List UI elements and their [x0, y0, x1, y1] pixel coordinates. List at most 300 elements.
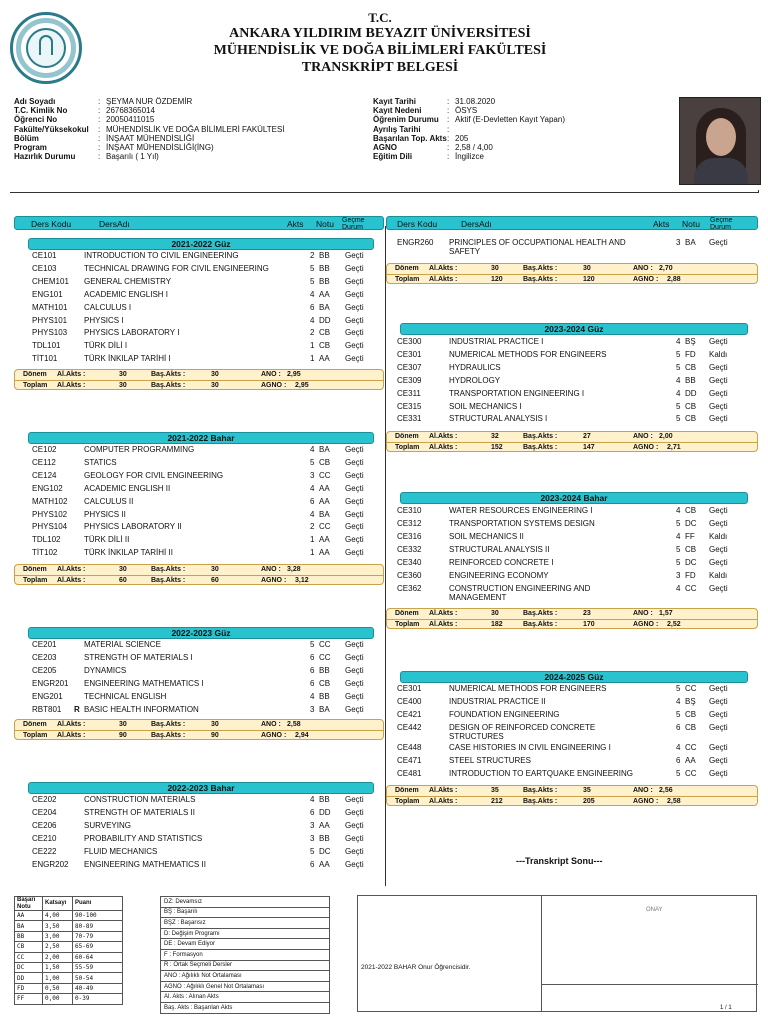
course-grade: FD — [685, 349, 696, 359]
grade-table-row — [15, 973, 123, 983]
course-name: TÜRK İNKILAP TARİHİ I — [84, 354, 171, 364]
course-code: TİT102 — [32, 548, 58, 558]
course-name: CALCULUS II — [84, 496, 134, 506]
course-akts: 1 — [310, 535, 315, 545]
course-code: CE331 — [397, 414, 422, 424]
summary-al-total: 90 — [119, 732, 127, 739]
info-label: Öğrenci No — [14, 115, 58, 125]
summary-ano-value: 2,00 — [659, 433, 673, 440]
course-code: CE311 — [397, 388, 421, 398]
course-row — [14, 470, 384, 483]
course-status: Geçti — [345, 315, 364, 325]
course-name: REINFORCED CONCRETE I — [449, 558, 554, 567]
course-code: CE201 — [32, 640, 57, 649]
course-name: CONSTRUCTION ENGINEERING AND MANAGEMENT — [449, 584, 591, 602]
summary-bas-label: Baş.Akts : — [151, 732, 186, 739]
summary-bas-label: Baş.Akts : — [151, 566, 186, 573]
course-akts: 6 — [310, 496, 315, 506]
course-code: MATH102 — [32, 496, 68, 506]
course-row — [386, 518, 758, 531]
course-code: TİT101 — [32, 354, 58, 364]
course-akts: 5 — [310, 640, 315, 649]
abbreviation-text: Baş. Akts : Başarılan Akts — [161, 1002, 330, 1013]
course-grade: CC — [319, 522, 331, 532]
course-grade: CC — [685, 769, 697, 778]
course-status: Geçti — [709, 337, 728, 346]
summary-bas-value: 30 — [211, 371, 219, 378]
info-colon: : — [98, 106, 101, 116]
course-status: Geçti — [345, 496, 364, 506]
info-value: 26768365014 — [106, 106, 155, 116]
summary-ano-label: ANO : — [633, 265, 653, 272]
course-row — [14, 807, 384, 820]
course-name: TÜRK DİLİ II — [84, 535, 130, 545]
summary-donem-row — [387, 786, 757, 796]
abbreviation-text: BŞ : Başarılı — [161, 907, 330, 918]
course-row — [386, 583, 758, 603]
course-status: Geçti — [345, 445, 364, 454]
course-row — [14, 340, 384, 353]
course-akts: 4 — [676, 584, 681, 593]
info-separator — [10, 192, 758, 193]
summary-bas-total: 205 — [583, 798, 595, 805]
course-code: PHYS104 — [32, 522, 68, 532]
course-row — [14, 444, 384, 457]
course-name: CASE HISTORIES IN CIVIL ENGINEERING I — [449, 743, 611, 752]
grade-table-cell: 70-79 — [73, 931, 123, 941]
course-akts: 6 — [676, 756, 681, 765]
abbreviation-text: DZ: Devamsız — [161, 897, 330, 908]
course-name: STEEL STRUCTURES — [449, 756, 531, 765]
course-name: PRINCIPLES OF OCCUPATIONAL HEALTH AND SAFETY — [449, 238, 626, 256]
summary-bas-label: Baş.Akts : — [523, 798, 558, 805]
grade-table-cell: BA — [15, 921, 43, 931]
col-status-label-2: Durum — [710, 224, 732, 231]
grade-table-cell: 2,50 — [43, 942, 73, 952]
semester-summary — [386, 431, 758, 452]
grade-table-cell: BB — [15, 931, 43, 941]
course-status: Geçti — [709, 769, 728, 778]
course-code: RBT801 — [32, 704, 62, 714]
summary-toplam-label: Toplam — [395, 276, 420, 283]
summary-al-value: 35 — [491, 787, 499, 794]
course-name: ACADEMIC ENGLISH II — [84, 483, 171, 493]
course-grade: CB — [685, 506, 697, 515]
course-status: Geçti — [709, 362, 728, 372]
course-name: CONSTRUCTION MATERIALS — [84, 795, 196, 804]
info-value: 31.08.2020 — [455, 97, 496, 106]
course-row — [14, 353, 384, 366]
summary-al-total: 120 — [491, 276, 503, 283]
summary-bas-label: Baş.Akts : — [523, 444, 558, 451]
course-name: TÜRK İNKILAP TARİHİ II — [84, 548, 173, 558]
course-row — [14, 678, 384, 691]
summary-bas-label: Baş.Akts : — [523, 610, 558, 617]
course-grade: CB — [319, 341, 331, 351]
course-name: STATICS — [84, 457, 117, 467]
course-code: CE471 — [397, 756, 422, 765]
summary-al-label: Al.Akts : — [429, 433, 458, 440]
abbreviation-text: D: Değişim Programı — [161, 928, 330, 939]
course-akts: 4 — [676, 532, 681, 541]
summary-ano-value: 2,95 — [287, 371, 301, 378]
course-row — [386, 349, 758, 362]
summary-donem-row — [15, 565, 383, 575]
grade-table-row — [15, 942, 123, 952]
abbreviation-text: Al. Akts : Alınan Akts — [161, 992, 330, 1003]
abbreviation-row — [161, 992, 330, 1003]
summary-bas-value: 30 — [211, 566, 219, 573]
grade-table-cell: 0,00 — [43, 994, 73, 1004]
summary-al-label: Al.Akts : — [429, 265, 458, 272]
summary-agno-value: 2,88 — [667, 276, 681, 283]
course-grade: BA — [319, 704, 330, 714]
course-grade: CB — [319, 328, 331, 338]
semester-title: 2023-2024 Bahar — [400, 492, 748, 504]
course-status: Geçti — [709, 545, 728, 554]
course-akts: 4 — [676, 743, 681, 752]
course-code: CE442 — [397, 723, 422, 732]
summary-al-value: 30 — [119, 371, 127, 378]
summary-agno-label: AGNO : — [261, 577, 287, 584]
course-status: Geçti — [709, 388, 728, 398]
course-name: PHYSICS I — [84, 315, 124, 325]
course-code: PHYS101 — [32, 315, 68, 325]
summary-agno-label: AGNO : — [633, 621, 659, 628]
course-name: INDUSTRIAL PRACTICE II — [449, 697, 546, 706]
course-name: TÜRK DİLİ I — [84, 341, 128, 351]
summary-toplam-label: Toplam — [395, 798, 420, 805]
info-value: 20050411015 — [106, 115, 155, 125]
course-code: ENG101 — [32, 289, 63, 299]
course-grade: CB — [319, 457, 331, 467]
course-name: TECHNICAL ENGLISH — [84, 691, 167, 701]
semester-title: 2021-2022 Güz — [28, 238, 374, 250]
course-row — [386, 557, 758, 570]
course-grade: BA — [685, 238, 696, 247]
summary-bas-total: 90 — [211, 732, 219, 739]
info-label: Öğrenim Durumu — [373, 115, 439, 125]
header-faculty: MÜHENDİSLİK VE DOĞA BİLİMLERİ FAKÜLTESİ — [213, 43, 547, 58]
summary-al-label: Al.Akts : — [429, 444, 458, 451]
course-status: Geçti — [345, 795, 364, 804]
info-label: Başarılan Top. Akts — [373, 133, 447, 143]
grade-table-cell: 65-69 — [73, 942, 123, 952]
summary-al-label: Al.Akts : — [429, 787, 458, 794]
course-grade: CB — [685, 362, 697, 372]
course-grade: AA — [319, 483, 330, 493]
abbreviation-row — [161, 971, 330, 982]
course-name: DESIGN OF REINFORCED CONCRETE STRUCTURES — [449, 723, 596, 741]
summary-agno-value: 3,12 — [295, 577, 309, 584]
course-name: INTRODUCTION TO EARTQUAKE ENGINEERING — [449, 769, 634, 778]
course-row — [14, 327, 384, 340]
course-akts: 2 — [310, 251, 315, 260]
course-grade: AA — [319, 548, 330, 558]
course-status: Geçti — [709, 238, 728, 247]
semester-title: 2024-2025 Güz — [400, 671, 748, 683]
summary-donem-label: Dönem — [23, 371, 47, 378]
summary-bas-label: Baş.Akts : — [523, 276, 558, 283]
course-status: Geçti — [345, 548, 364, 558]
course-row — [14, 547, 384, 560]
course-row — [386, 722, 758, 742]
course-row — [14, 483, 384, 496]
abbreviation-row — [161, 981, 330, 992]
summary-bas-total: 60 — [211, 577, 219, 584]
course-name: SURVEYING — [84, 820, 131, 830]
abbreviation-text: DE : Devam Ediyor — [161, 939, 330, 950]
grade-table-cell: 80-89 — [73, 921, 123, 931]
summary-donem-row — [15, 720, 383, 730]
grade-table-row — [15, 931, 123, 941]
course-grade: BA — [319, 509, 330, 519]
course-grade: BŞ — [685, 697, 696, 706]
course-grade: AA — [319, 859, 330, 869]
course-grade: BB — [319, 795, 330, 804]
course-status: Geçti — [345, 483, 364, 493]
photo-face — [706, 118, 736, 156]
course-grade: DC — [319, 846, 331, 856]
summary-ano-label: ANO : — [633, 787, 653, 794]
col-status-label-2: Durum — [342, 224, 364, 231]
summary-donem-label: Dönem — [23, 721, 47, 728]
summary-al-value: 30 — [491, 610, 499, 617]
course-code: CE205 — [32, 665, 57, 675]
summary-toplam-row — [15, 575, 383, 585]
grade-table-cell: CC — [15, 952, 43, 962]
summary-ano-value: 2,56 — [659, 787, 673, 794]
summary-bas-label: Baş.Akts : — [151, 371, 186, 378]
course-code: CE124 — [32, 470, 57, 480]
info-value: İNŞAAT MÜHENDİSLİĞİ — [106, 133, 195, 143]
course-grade: FF — [685, 532, 695, 541]
course-grade: BA — [319, 445, 330, 454]
summary-toplam-label: Toplam — [23, 577, 48, 584]
course-code: CE206 — [32, 820, 57, 830]
university-logo — [10, 12, 82, 84]
course-status: Geçti — [345, 509, 364, 519]
course-akts: 6 — [310, 807, 315, 817]
course-status: Geçti — [345, 704, 364, 714]
grade-table-header: Puanı — [73, 897, 123, 911]
info-value: Başarılı ( 1 Yıl) — [106, 152, 159, 162]
course-name: BASIC HEALTH INFORMATION — [84, 704, 199, 714]
course-code: CE309 — [397, 375, 422, 385]
summary-al-total: 212 — [491, 798, 503, 805]
course-code: CE421 — [397, 710, 422, 719]
course-code: CE332 — [397, 545, 422, 554]
course-akts: 6 — [676, 723, 681, 732]
grade-table-cell: CB — [15, 942, 43, 952]
course-grade: BB — [319, 276, 330, 286]
course-grade: DD — [685, 388, 697, 398]
info-colon: : — [447, 97, 450, 106]
course-akts: 4 — [310, 315, 315, 325]
course-code: CE362 — [397, 584, 422, 593]
course-code: TDL101 — [32, 341, 61, 351]
course-status: Geçti — [345, 457, 364, 467]
course-code: PHYS102 — [32, 509, 68, 519]
course-row — [386, 237, 758, 257]
summary-donem-label: Dönem — [395, 610, 419, 617]
course-code: CE481 — [397, 769, 422, 778]
abbreviation-text: F : Formasyon — [161, 949, 330, 960]
course-akts: 5 — [676, 362, 681, 372]
course-akts: 3 — [676, 571, 681, 580]
course-status: Geçti — [709, 756, 728, 765]
course-status: Geçti — [345, 328, 364, 338]
summary-bas-total: 147 — [583, 444, 595, 451]
summary-ano-value: 2,58 — [287, 721, 301, 728]
course-grade: DC — [685, 519, 697, 528]
semester-summary — [386, 263, 758, 284]
abbreviation-row — [161, 897, 330, 908]
grade-table-header: Başarı Notu — [15, 897, 43, 911]
student-photo — [679, 97, 761, 185]
grade-table-row — [15, 911, 123, 921]
course-status: Kaldı — [709, 532, 728, 541]
info-value: ÖSYS — [455, 106, 478, 116]
course-name: NUMERICAL METHODS FOR ENGINEERS — [449, 684, 607, 693]
col-name-label: DersAdı — [99, 219, 130, 229]
course-grade: CB — [685, 414, 697, 424]
grade-table-cell: 2,00 — [43, 952, 73, 962]
info-label: Kayıt Nedeni — [373, 106, 422, 116]
course-grade: DD — [319, 315, 331, 325]
abbreviation-row — [161, 918, 330, 929]
course-grade: DC — [685, 558, 697, 567]
course-grade: CC — [319, 640, 331, 649]
course-akts: 1 — [310, 354, 315, 364]
course-name: HYDRAULICS — [449, 362, 501, 372]
grade-table-header: Katsayı — [43, 897, 73, 911]
summary-al-label: Al.Akts : — [57, 732, 86, 739]
course-row — [386, 570, 758, 583]
grade-table-cell: 0,50 — [43, 983, 73, 993]
course-row — [14, 457, 384, 470]
course-name: ENGINEERING ECONOMY — [449, 571, 549, 580]
grade-table-cell: FD — [15, 983, 43, 993]
summary-ano-label: ANO : — [633, 610, 653, 617]
course-status: Geçti — [345, 652, 364, 662]
course-row — [14, 315, 384, 328]
summary-al-value: 32 — [491, 433, 499, 440]
course-status: Geçti — [345, 522, 364, 532]
course-akts: 5 — [676, 684, 681, 693]
course-grade: BB — [319, 691, 330, 701]
semester-title: 2021-2022 Bahar — [28, 432, 374, 444]
course-name: INDUSTRIAL PRACTICE I — [449, 337, 544, 346]
course-row — [14, 665, 384, 678]
summary-al-label: Al.Akts : — [429, 621, 458, 628]
page-number: 1 / 1 — [720, 1005, 732, 1011]
course-status: Kaldı — [709, 571, 728, 580]
summary-ano-value: 1,57 — [659, 610, 673, 617]
summary-donem-label: Dönem — [395, 433, 419, 440]
summary-donem-row — [387, 609, 757, 619]
course-row — [14, 521, 384, 534]
info-value: ŞEYMA NUR ÖZDEMİR — [106, 97, 193, 106]
info-label: Adı Soyadı — [14, 97, 56, 106]
summary-ano-value: 3,28 — [287, 566, 301, 573]
course-akts: 1 — [310, 548, 315, 558]
summary-toplam-label: Toplam — [395, 444, 420, 451]
course-status: Geçti — [345, 354, 364, 364]
course-grade: AA — [319, 289, 330, 299]
info-colon: : — [98, 133, 101, 143]
info-colon: : — [98, 142, 101, 152]
course-code: TDL102 — [32, 535, 61, 545]
course-grade: BB — [319, 665, 330, 675]
grade-table-cell: FF — [15, 994, 43, 1004]
course-akts: 2 — [310, 522, 315, 532]
course-akts: 4 — [676, 697, 681, 706]
course-akts: 4 — [310, 483, 315, 493]
course-code: ENGR201 — [32, 678, 69, 688]
course-row — [14, 652, 384, 665]
course-code: CE448 — [397, 743, 422, 752]
course-akts: 4 — [676, 506, 681, 515]
course-grade: BB — [319, 833, 330, 843]
course-status: Geçti — [345, 302, 364, 312]
course-status: Geçti — [709, 375, 728, 385]
course-row — [14, 833, 384, 846]
summary-bas-value: 30 — [211, 721, 219, 728]
course-name: WATER RESOURCES ENGINEERING I — [449, 506, 593, 515]
course-akts: 6 — [310, 859, 315, 869]
course-status: Geçti — [345, 820, 364, 830]
course-akts: 5 — [676, 401, 681, 411]
course-code: CE203 — [32, 652, 57, 662]
course-name: CALCULUS I — [84, 302, 132, 312]
summary-bas-total: 170 — [583, 621, 595, 628]
course-row — [386, 755, 758, 768]
grade-table-row — [15, 983, 123, 993]
summary-al-total: 152 — [491, 444, 503, 451]
summary-bas-label: Baş.Akts : — [523, 787, 558, 794]
course-code: CE310 — [397, 506, 422, 515]
col-grade-label: Notu — [682, 219, 700, 229]
abbreviation-row — [161, 1002, 330, 1013]
honor-note: 2021-2022 BAHAR Onur Öğrencisidir. — [361, 964, 471, 971]
course-row — [14, 302, 384, 315]
course-name: DYNAMICS — [84, 665, 127, 675]
grade-table-cell: 4,00 — [43, 911, 73, 921]
summary-ano-value: 2,70 — [659, 265, 673, 272]
course-status: Geçti — [709, 697, 728, 706]
course-name: SOIL MECHANICS II — [449, 532, 524, 541]
header-tc: T.C. — [368, 10, 392, 25]
course-name: STRENGTH OF MATERIALS II — [84, 807, 195, 817]
summary-al-label: Al.Akts : — [57, 577, 86, 584]
grade-table-cell: 0-39 — [73, 994, 123, 1004]
course-grade: AA — [319, 820, 330, 830]
course-status: Geçti — [709, 584, 728, 593]
left-column-header — [14, 216, 384, 230]
summary-agno-label: AGNO : — [633, 444, 659, 451]
course-code: CE400 — [397, 697, 422, 706]
course-name: COMPUTER PROGRAMMING — [84, 445, 195, 454]
summary-ano-label: ANO : — [261, 371, 281, 378]
summary-bas-label: Baş.Akts : — [151, 721, 186, 728]
semester-summary — [14, 719, 384, 740]
summary-donem-row — [387, 432, 757, 442]
course-row — [14, 794, 384, 807]
course-row — [14, 859, 384, 872]
course-row — [14, 820, 384, 833]
course-status: Geçti — [709, 506, 728, 515]
